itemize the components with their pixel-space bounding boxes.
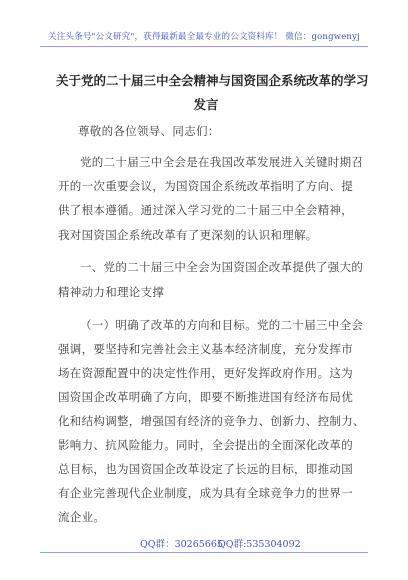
body-line: （一）明确了改革的方向和目标。党的二十届三中全会 [80, 318, 364, 332]
body-line: 开的一次重要会议，为国资国企系统改革指明了方向、提 [58, 179, 353, 193]
body-line: 有企业完善现代企业制度，成为具有全球竞争力的世界一 [58, 486, 353, 500]
document-title-line-2: 发言 [193, 97, 219, 112]
body-line: 总目标，也为国资国企改革设定了长远的目标，即推动国 [58, 462, 353, 476]
body-line: 党的二十届三中全会是在我国改革发展进入关键时期召 [80, 155, 364, 169]
body-line: 场在资源配置中的决定性作用，更好发挥政府作用。这为 [58, 366, 353, 380]
salutation: 尊敬的各位领导、同志们： [78, 124, 220, 138]
footer [0, 536, 408, 550]
body-line: 供了根本遵循。通过深入学习党的二十届三中全会精神， [58, 203, 353, 217]
header-banner: 关注头条号"公文研究"，获得最新最全最专业的公文资料库！ 微信：gongwenyj [48, 32, 360, 42]
body-line: 流企业。 [58, 510, 106, 524]
section-heading-line: 一、党的二十届三中全会为国资国企改革提供了强大的 [80, 260, 364, 274]
header-divider [40, 46, 368, 47]
qq-group-link-1[interactable]: QQ群：30265665 [140, 539, 223, 550]
body-line: 强调，要坚持和完善社会主义基本经济制度，充分发挥市 [58, 342, 353, 356]
section-heading-line: 精神动力和理论支撑 [58, 285, 165, 299]
body-line: 国资国企改革明确了方向，即要不断推进国有经济布局优 [58, 390, 353, 404]
footer-divider [40, 552, 368, 553]
body-line: 我对国资国企系统改革有了更深刻的认识和理解。 [58, 228, 318, 242]
document-title-line-1: 关于党的二十届三中全会精神与国资国企系统改革的学习 [56, 73, 369, 88]
body-line: 化和结构调整，增强国有经济的竞争力、创新力、控制力、 [58, 414, 365, 428]
qq-group-link-2[interactable]: QQ群:535304092 [218, 539, 301, 550]
body-line: 影响力、抗风险能力。同时，全会提出的全面深化改革的 [58, 438, 353, 452]
